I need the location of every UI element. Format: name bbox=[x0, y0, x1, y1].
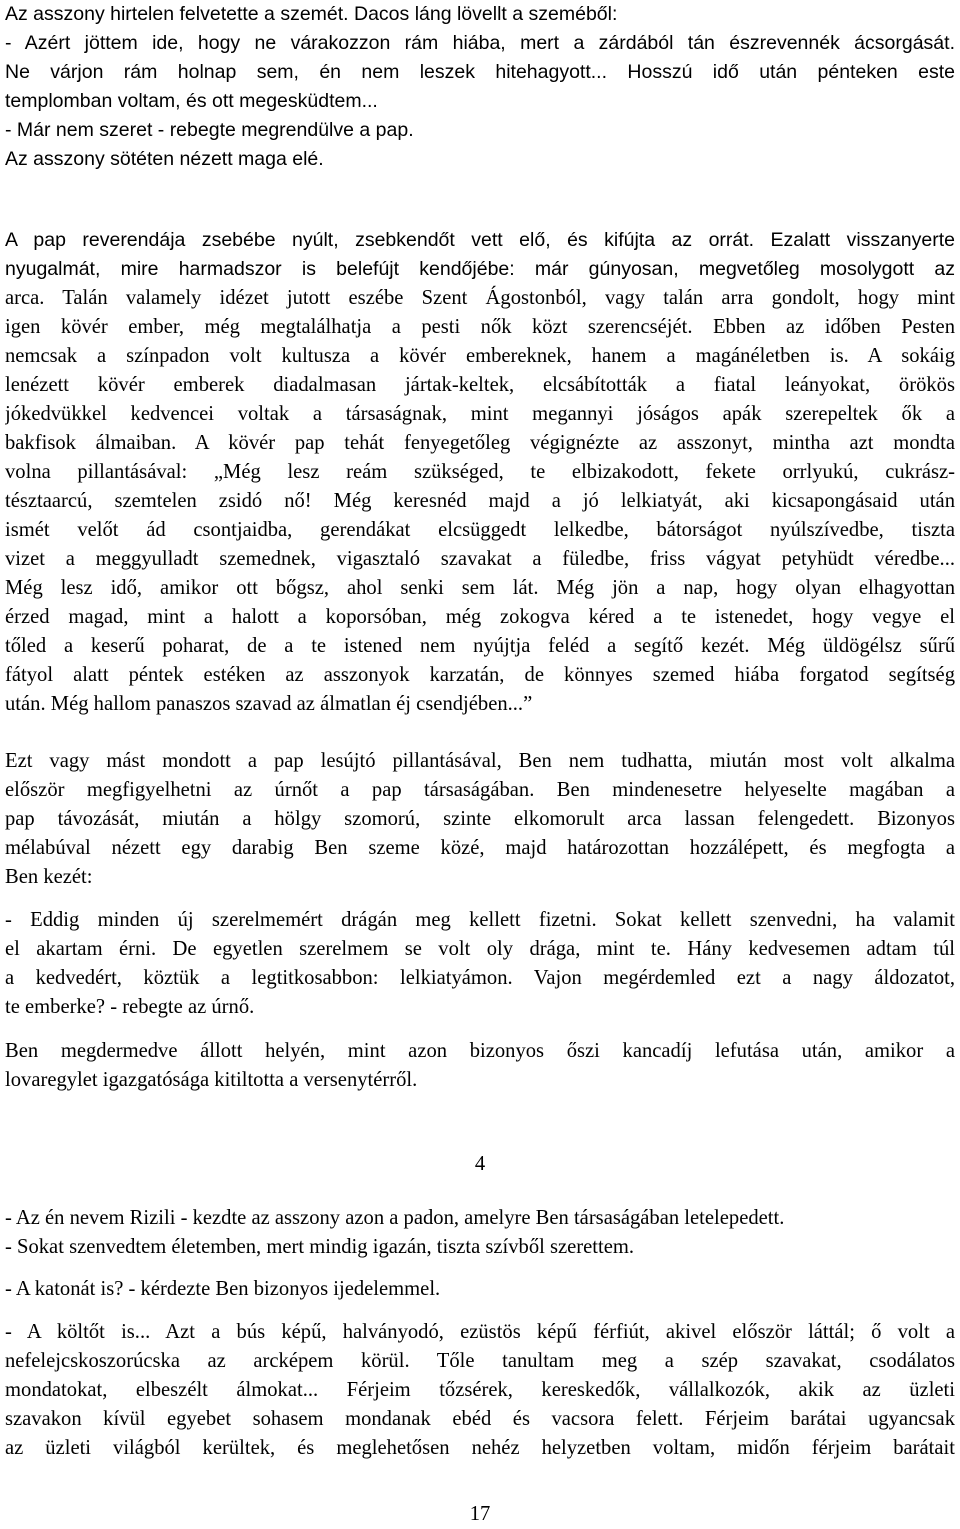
text-line: el akartam érni. De egyetlen szerelmem se volt oly drága, mint te. Hány kedvesemen adtam túl bbox=[5, 938, 955, 960]
text-line: Az asszony sötéten nézett maga elé. bbox=[5, 148, 324, 170]
text-line: - Az én nevem Rizili - kezdte az asszony azon a padon, amelyre Ben társaságában letelepedett. bbox=[5, 1207, 785, 1229]
text-line: Ezt vagy mást mondott a pap lesújtó pillantásával, Ben nem tudhatta, miután most volt alkalma bbox=[5, 750, 955, 772]
text-line: ismét velőt ád csontjaidba, gerendákat elcsüggedt lelkedbe, bátorságot nyúlszívedbe, tiszta bbox=[5, 519, 955, 541]
paragraph-soldier bbox=[5, 1275, 955, 1304]
text-line: fátyol alatt péntek estéken az asszonyok karzatán, de könnyes szemed hiába forgatod segítség bbox=[5, 664, 955, 686]
text-line: először megfigyelhetni az úrnőt a pap társaságában. Ben mindenesetre helyeselte magában a bbox=[5, 779, 955, 801]
paragraph-dialogue bbox=[5, 906, 955, 1022]
text-line: bakfisok álmaiban. A kövér pap tehát fenyegetőleg végignézte az asszonyt, mintha azt mondta bbox=[5, 432, 955, 454]
text-line: nyugalmát, mire harmadszor is belefújt kendőjébe: már gúnyosan, megvetőleg mosolygott az bbox=[5, 258, 955, 280]
text-line: - Azért jöttem ide, hogy ne várakozzon rám hiába, mert a zárdából tán észrevennék ácsorgását. bbox=[5, 32, 955, 54]
text-line: arca. Talán valamely idézet jutott eszébe Szent Ágostonból, vagy talán arra gondolt, hogy mint bbox=[5, 287, 955, 309]
text-line: Még lesz idő, amikor ott bőgsz, ahol senki sem lát. Még jön a nap, hogy olyan elhagyottan bbox=[5, 577, 955, 599]
text-line: az üzleti világból kerültek, és meglehetősen nehéz helyzetben voltam, midőn férjeim barátait bbox=[5, 1437, 955, 1459]
text-line: vizet a meggyulladt szemednek, vigasztaló szavakat a füledbe, friss vágyat petyhüdt véredbe... bbox=[5, 548, 955, 570]
text-line: lenézett kövér emberek diadalmasan jártak-keltek, elcsábították a fiatal leányokat, örökös bbox=[5, 374, 955, 396]
text-line: mélabúval nézett egy darabig Ben szeme közé, majd határozottan hozzálépett, és megfogta a bbox=[5, 837, 955, 859]
text-line: után. Még hallom panaszos szavad az álmatlan éj csendjében...” bbox=[5, 693, 533, 715]
paragraph-priest bbox=[5, 226, 955, 284]
text-line: igen kövér ember, még megtalálhatja a pesti nők közt szerencséjét. Ebben az időben Pesten bbox=[5, 316, 955, 338]
text-line: - Eddig minden új szerelmemért drágán meg kellett fizetni. Sokat kellett szenvedni, ha valamit bbox=[5, 909, 955, 931]
text-line: - A katonát is? - kérdezte Ben bizonyos ijedelemmel. bbox=[5, 1278, 441, 1300]
text-line: nemcsak a színpadon volt kultusza a kövér embereknek, hanem a magánéletben is. A sokáig bbox=[5, 345, 955, 367]
text-line: Ben kezét: bbox=[5, 866, 93, 888]
text-line: - A költőt is... Azt a bús képű, halványodó, ezüstös képű férfiút, akivel először láttál; ő volt a bbox=[5, 1321, 955, 1343]
text-line: jókedvükkel kedvencei voltak a társaságnak, mint megannyi jóságos apák szerepeltek ők a bbox=[5, 403, 955, 425]
text-line: a kedvedért, köztük a legtitkosabbon: lelkiatyámon. Vajon megérdemled ezt a nagy áldozatot, bbox=[5, 967, 955, 989]
paragraph-ben bbox=[5, 747, 955, 892]
text-line: - Sokat szenvedtem életemben, mert mindig igazán, tiszta szívből szerettem. bbox=[5, 1236, 635, 1258]
text-line: Ben megdermedve állott helyén, mint azon bizonyos őszi kancadíj lefutása után, amikor a bbox=[5, 1040, 955, 1062]
text-line: nefelejcskoszorúcska az arcképem körül. Tőle tanultam meg a szép szavakat, csodálatos bbox=[5, 1350, 955, 1372]
text-line: Ne várjon rám holnap sem, én nem leszek hitehagyott... Hosszú idő után pénteken este bbox=[5, 61, 955, 83]
text-line: volna pillantásával: „Még lesz reám szükséged, te elbizakodott, fekete orrlyukú, cukrász- bbox=[5, 461, 955, 483]
text-line: te emberke? - rebegte az úrnő. bbox=[5, 996, 255, 1018]
paragraph-ben-frozen bbox=[5, 1037, 955, 1095]
text-line: A pap reverendája zsebébe nyúlt, zsebkendőt vett elő, és kifújta az orrát. Ezalatt visszanyerte bbox=[5, 229, 955, 251]
text-line: lovaregylet igazgatósága kitiltotta a versenytérről. bbox=[5, 1069, 418, 1091]
paragraph-opening bbox=[5, 0, 955, 174]
paragraph-rizili bbox=[5, 1204, 955, 1262]
page-number: 17 bbox=[469, 1503, 491, 1525]
text-line: érzed magad, mint a halott a koporsóban, még zokogva kéred a te istenedet, hogy vegye el bbox=[5, 606, 955, 628]
section-number: 4 bbox=[474, 1153, 486, 1175]
text-line: tésztaarcú, szemtelen zsidó nő! Még keresnéd majd a jó lelkiatyát, aki kicsapongásaid után bbox=[5, 490, 955, 512]
text-line: mondatokat, elbeszélt álmokat... Férjeim tőzsérek, kereskedők, vállalkozók, akik az üzleti bbox=[5, 1379, 955, 1401]
text-line: szavakon kívül egyebet sohasem mondanak ebéd és vacsora felett. Férjeim barátai ugyancsak bbox=[5, 1408, 955, 1430]
text-line: tőled a keserű poharat, de a te istened nem nyújtja feléd a segítő kezét. Még üldögélsz sűrű bbox=[5, 635, 955, 657]
text-line: Az asszony hirtelen felvetette a szemét. Dacos láng lövellt a szeméből: bbox=[5, 3, 618, 25]
paragraph-priest-cont bbox=[5, 284, 955, 719]
text-line: templomban voltam, és ott megesküdtem... bbox=[5, 90, 378, 112]
paragraph-poet bbox=[5, 1318, 955, 1463]
text-line: - Már nem szeret - rebegte megrendülve a pap. bbox=[5, 119, 414, 141]
text-line: pap távozását, miután a hölgy szomorú, szinte elkomorult arca lassan felengedett. Bizonyos bbox=[5, 808, 955, 830]
